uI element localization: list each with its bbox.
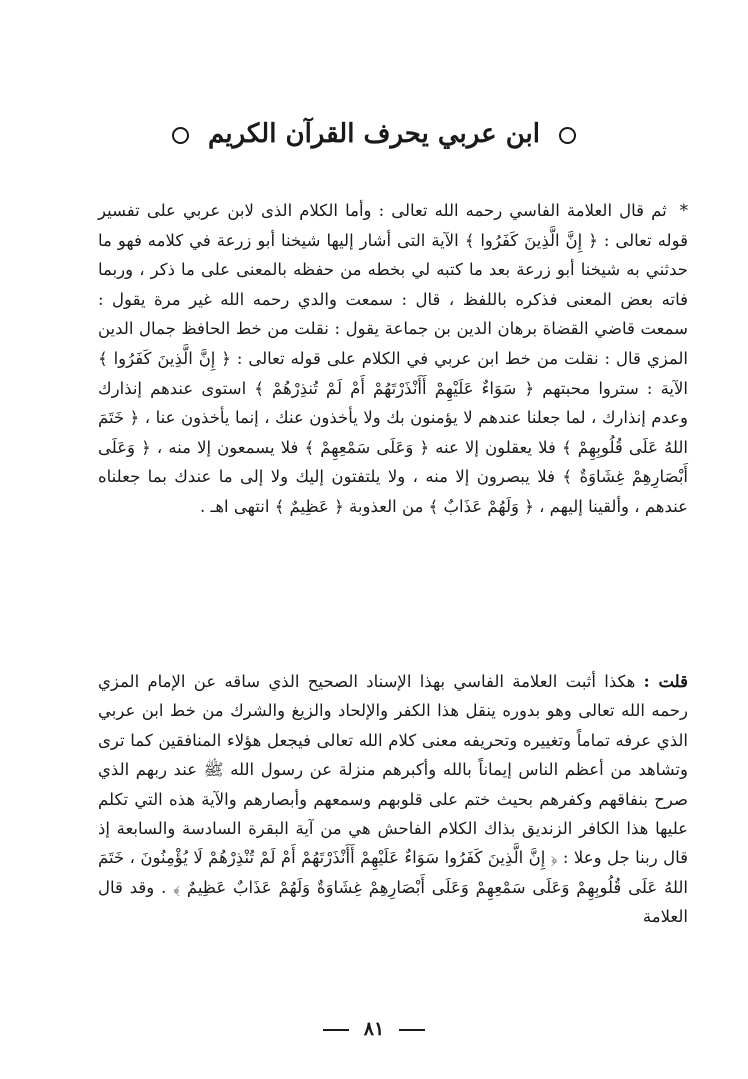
asterisk-marker: * bbox=[679, 201, 688, 220]
dash-ornament bbox=[323, 1029, 349, 1031]
quoted-paragraph-text: ثم قال العلامة الفاسي رحمه الله تعالى : وأما الكلام الذى لابن عربي على تفسير قوله تعالى : ﴿ إِنَّ الَّذِينَ كَفَرُوا ﴾ الآية التى أشار إليها شيخنا أبو زرعة في كلامه فهو ما حدثني به شيخنا أبو زرعة بعد ما كتبه لي بخطه من حفظه بالمعنى على ما ذكر ، وربما فاته بعض المعنى فذكره باللفظ ، قال : سمعت والدي رحمه الله غير مرة يقول : سمعت قاضي القضاة برهان الدين بن جماعة يقول : نقلت من خط الحافظ جمال الدين المزي قال : نقلت من خط ابن عربي في الكلام على قوله تعالى : ﴿ إِنَّ الَّذِينَ كَفَرُوا ﴾ الآية : ستروا محبتهم ﴿ سَوَاءٌ عَلَيْهِمْ أَأَنْذَرْتَهُمْ أَمْ لَمْ تُنذِرْهُمْ ﴾ استوى عندهم إنذارك وعدم إنذارك ، لما جعلنا عندهم لا يؤمنون بك ولا يأخذون عنك ، إنما يأخذون عنا ، ﴿ خَتَمَ اللهُ عَلَى قُلُوبِهِمْ ﴾ فلا يعقلون إلا عنه ﴿ وَعَلَى سَمْعِهِمْ ﴾ فلا يسمعون إلا منه ، ﴿ وَعَلَى أَبْصَارِهِمْ غِشَاوَةٌ ﴾ فلا يبصرون إلا منه ، ولا يلتفتون إليك ولا إلى ما عندك بما جعلناه عندهم ، وألقينا إليهم ، ﴿ وَلَهُمْ عَذَابٌ ﴾ من العذوبة ﴿ عَظِيمٌ ﴾ انتهى اهـ . bbox=[98, 201, 688, 516]
commentary-paragraph bbox=[98, 667, 688, 932]
quoted-paragraph bbox=[98, 196, 688, 522]
page-number-footer bbox=[0, 1018, 748, 1040]
commentary-text: هكذا أثبت العلامة الفاسي بهذا الإسناد الصحيح الذي ساقه عن الإمام المزي رحمه الله تعالى وهو بدوره ينقل هذا الكفر والإلحاد والزيغ والشرك من خط ابن عربي الذي عرفه تماماً وتغييره وتحريفه معنى كلام الله تعالى فيجعل هؤلاء المنافقين كما ترى وتشاهد من أعظم الناس إيماناً بالله وأكبرهم منزلة عن رسول الله ﷺ عند ربهم الذي صرح بنفاقهم وكفرهم بحيث ختم على قلوبهم وسمعهم وأبصارهم والآية هذه التي تكلم عليها هذا الكافر الزنديق بذاك الكلام الفاحش هي من آية البقرة السادسة والسابعة إذ قال ربنا جل وعلا : ﴿ إِنَّ الَّذِينَ كَفَرُوا سَوَاءٌ عَلَيْهِمْ أَأَنْذَرْتَهُمْ أَمْ لَمْ تُنْذِرْهُمْ لَا يُؤْمِنُونَ ، خَتَمَ اللهُ عَلَى قُلُوبِهِمْ وَعَلَى سَمْعِهِمْ وَعَلَى أَبْصَارِهِمْ غِشَاوَةٌ وَلَهُمْ عَذَابٌ عَظِيمٌ ﴾ . وقد قال العلامة bbox=[98, 672, 688, 927]
chapter-heading bbox=[0, 114, 748, 154]
dash-ornament bbox=[399, 1029, 425, 1031]
circle-ornament-icon bbox=[172, 127, 189, 144]
page-number: ٨١ bbox=[363, 1018, 385, 1040]
commentary-lead: قلت : bbox=[643, 672, 689, 691]
chapter-title: ابن عربي يحرف القرآن الكريم bbox=[208, 119, 540, 149]
circle-ornament-icon bbox=[559, 127, 576, 144]
